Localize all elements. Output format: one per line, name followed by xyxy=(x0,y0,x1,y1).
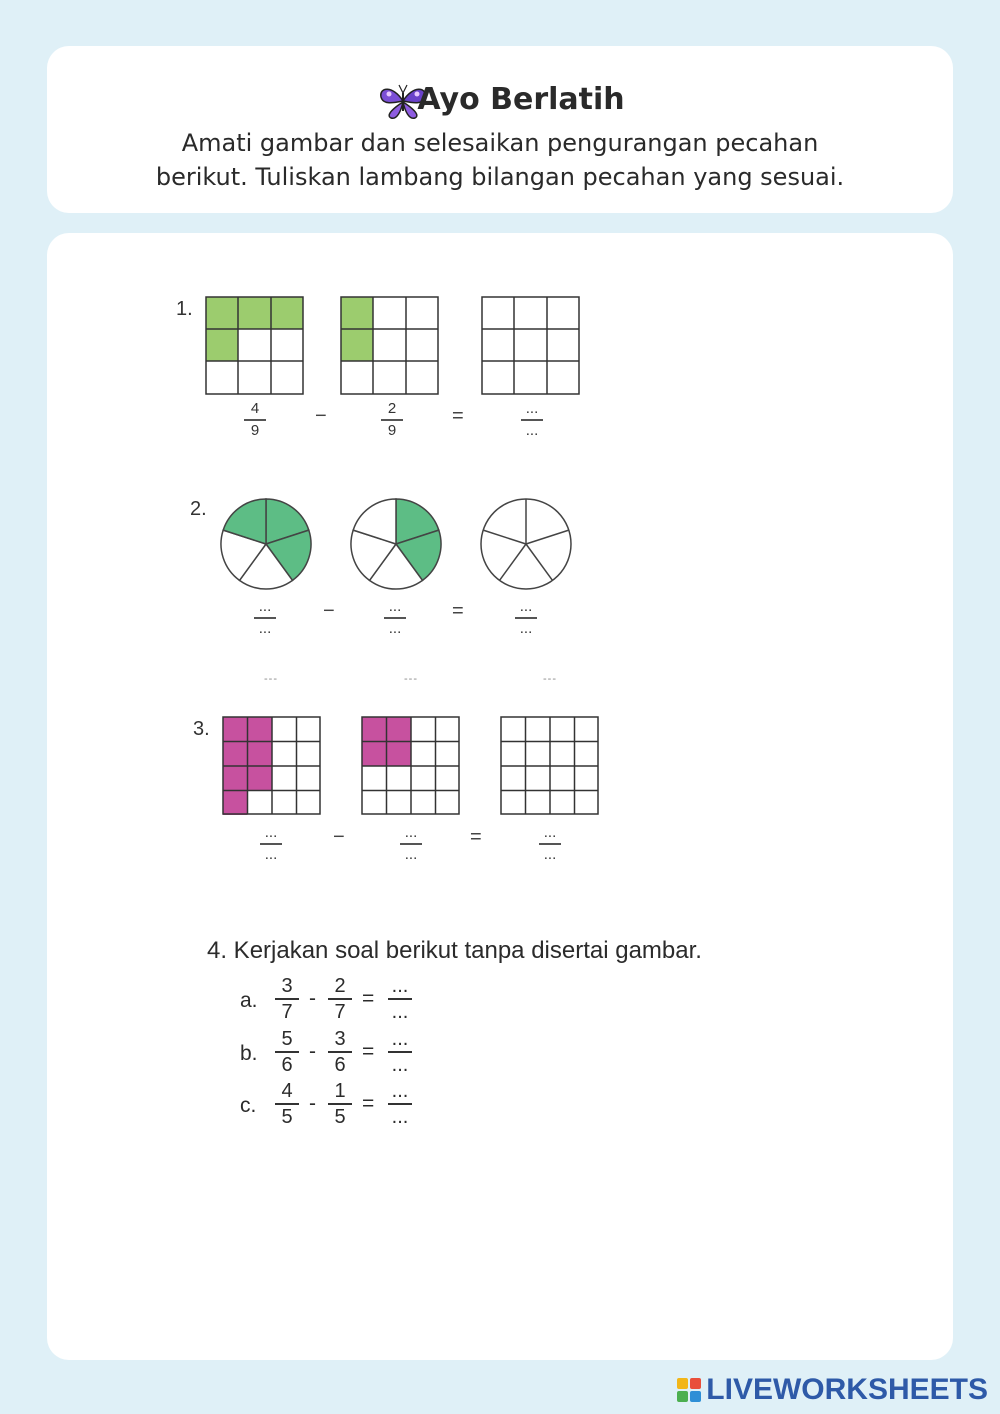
q2-equals: = xyxy=(452,600,464,622)
q3-fraction-2[interactable]: ... ... xyxy=(391,824,431,864)
q1-fraction-2: 2 9 xyxy=(372,400,412,440)
q3-fraction-3[interactable]: ... ... xyxy=(530,824,570,864)
q4-b-fraction-2: 3 6 xyxy=(325,1028,355,1076)
q2-fraction-3[interactable]: ... ... xyxy=(506,598,546,638)
q4-item-letter: b. xyxy=(240,1042,258,1065)
q4-b-fraction-1: 5 6 xyxy=(272,1028,302,1076)
q3-grid-1 xyxy=(222,716,322,816)
q2-pie-2 xyxy=(348,496,444,592)
q4-b-minus: - xyxy=(309,1040,316,1063)
q4-c-fraction-1: 4 5 xyxy=(272,1080,302,1128)
instruction-line-2: berikut. Tuliskan lambang bilangan pecahan yang sesuai. xyxy=(155,163,845,191)
page-title: Ayo Berlatih xyxy=(417,82,625,117)
q1-fraction-1: 4 9 xyxy=(235,400,275,440)
q1-grid-2 xyxy=(340,296,440,395)
q4-a-equals: = xyxy=(362,987,375,1010)
q3-grid-2 xyxy=(361,716,461,816)
question-2-number: 2. xyxy=(190,498,207,520)
q1-grid-3 xyxy=(481,296,581,395)
q2-fraction-2[interactable]: ... ... xyxy=(375,598,415,638)
q4-a-minus: - xyxy=(309,987,316,1010)
q2-extra-mark-2: --- xyxy=(404,673,418,685)
q4-a-fraction-1: 3 7 xyxy=(272,975,302,1023)
question-3-number: 3. xyxy=(193,718,210,740)
q2-extra-mark-1: --- xyxy=(264,673,278,685)
q2-minus: − xyxy=(323,600,335,622)
liveworksheets-logo-icon xyxy=(676,1377,702,1403)
q1-fraction-3[interactable]: ... ... xyxy=(512,400,552,440)
q4-b-answer[interactable]: ... ... xyxy=(385,1028,415,1076)
q4-c-equals: = xyxy=(362,1092,375,1115)
q3-equals: = xyxy=(470,826,482,848)
q4-a-answer[interactable]: ... ... xyxy=(385,975,415,1023)
q4-c-fraction-2: 1 5 xyxy=(325,1080,355,1128)
q1-minus: − xyxy=(315,405,327,427)
q1-equals: = xyxy=(452,405,464,427)
q3-fraction-1[interactable]: ... ... xyxy=(251,824,291,864)
q4-item-letter: c. xyxy=(240,1094,257,1117)
q4-c-minus: - xyxy=(309,1092,316,1115)
q2-pie-1 xyxy=(218,496,314,592)
q4-a-fraction-2: 2 7 xyxy=(325,975,355,1023)
instruction-line-1: Amati gambar dan selesaikan pengurangan pecahan xyxy=(181,129,819,157)
q4-item-letter: a. xyxy=(240,989,258,1012)
q2-extra-mark-3: --- xyxy=(543,673,557,685)
question-4-title: 4. Kerjakan soal berikut tanpa disertai gambar. xyxy=(207,937,702,964)
page-title-row xyxy=(0,80,1000,120)
q4-b-equals: = xyxy=(362,1040,375,1063)
q3-minus: − xyxy=(333,826,345,848)
question-1-number: 1. xyxy=(176,298,193,320)
q2-pie-3 xyxy=(478,496,574,592)
q4-c-answer[interactable]: ... ... xyxy=(385,1080,415,1128)
q3-grid-3 xyxy=(500,716,600,816)
q1-grid-1 xyxy=(205,296,305,395)
brand-text: LIVEWORKSHEETS xyxy=(706,1373,988,1406)
liveworksheets-brand[interactable] xyxy=(676,1373,988,1407)
q2-fraction-1[interactable]: ... ... xyxy=(245,598,285,638)
